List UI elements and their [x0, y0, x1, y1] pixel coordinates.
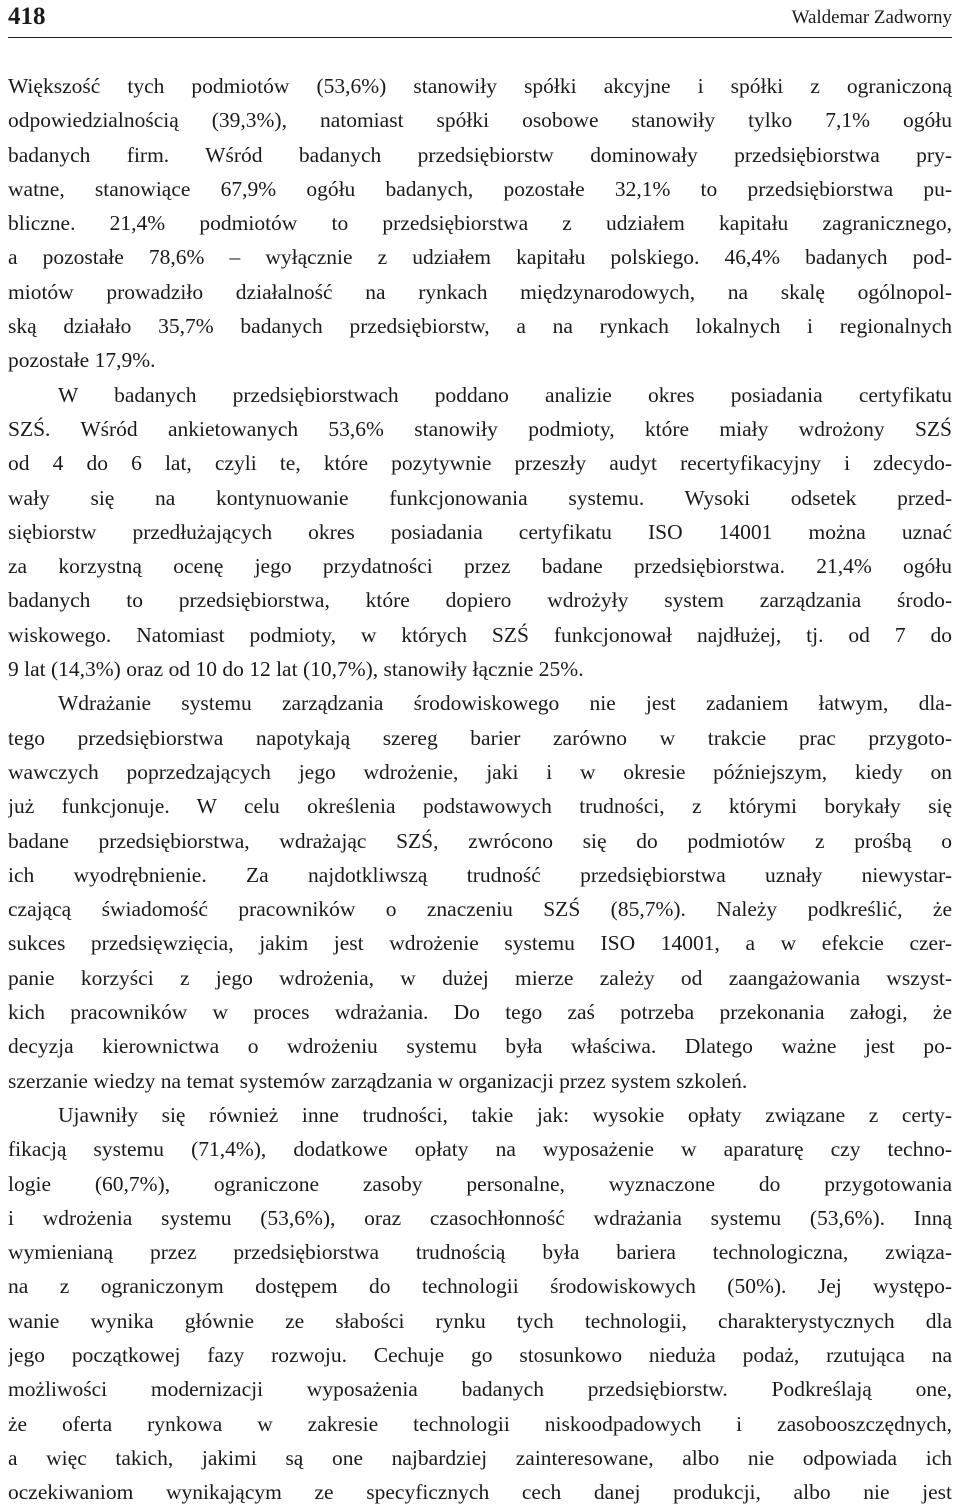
text-line: watne, stanowiące 67,9% ogółu badanych, pozostałe 32,1% to przedsiębiorstwa pu- — [8, 176, 952, 201]
text-line: badane przedsiębiorstwa, wdrażając SZŚ, zwrócono się do podmiotów z prośbą o — [8, 828, 952, 853]
text-line: odpowiedzialnością (39,3%), natomiast spółki osobowe stanowiły tylko 7,1% ogółu — [8, 108, 952, 133]
page-number: 418 — [8, 3, 46, 30]
text-line: a więc takich, jakimi są one najbardziej zainteresowane, albo nie odpowiada ich — [8, 1445, 952, 1470]
text-line: fikacją systemu (71,4%), dodatkowe opłaty na wyposażenie w aparaturę czy techno- — [8, 1137, 952, 1162]
text-line: kich pracowników w proces wdrażania. Do tego zaś potrzeba przekonania załogi, że — [8, 1000, 952, 1025]
text-line: możliwości modernizacji wyposażenia badanych przedsiębiorstw. Podkreślają one, — [8, 1377, 952, 1402]
text-line: badanych to przedsiębiorstwa, które dopiero wdrożyły system zarządzania środo- — [8, 588, 952, 613]
text-line: wawczych poprzedzających jego wdrożenie, jaki i w okresie późniejszym, kiedy on — [8, 759, 952, 784]
text-line: Większość tych podmiotów (53,6%) stanowiły spółki akcyjne i spółki z ograniczoną — [8, 74, 952, 98]
text-line: wiskowego. Natomiast podmioty, w których SZŚ funkcjonował najdłużej, tj. od 7 do — [8, 622, 952, 647]
text-line: panie korzyści z jego wdrożenia, w dużej mierze zależy od zaangażowania wszyst- — [8, 965, 952, 990]
text-line: na z ograniczonym dostępem do technologii środowiskowych (50%). Jej występo- — [8, 1274, 952, 1299]
text-line: ich wyodrębnienie. Za najdotkliwszą trudność przedsiębiorstwa uznały niewystar- — [8, 862, 952, 887]
text-line: wanie wynika głównie ze słabości rynku tych technologii, charakterystycznych dla — [8, 1308, 952, 1333]
text-line: W badanych przedsiębiorstwach poddano analizie okres posiadania certyfikatu — [58, 382, 952, 407]
text-line: i wdrożenia systemu (53,6%), oraz czasochłonność wdrażania systemu (53,6%). Inną — [8, 1205, 952, 1230]
text-line: miotów prowadziło działalność na rynkach międzynarodowych, na skalę ogólnopol- — [8, 279, 952, 304]
text-line: od 4 do 6 lat, czyli te, które pozytywnie przeszły audyt recertyfikacyjny i zdecydo- — [8, 451, 952, 476]
running-head-author: Waldemar Zadworny — [791, 7, 952, 28]
text-line: szerzanie wiedzy na temat systemów zarządzania w organizacji przez system szkoleń. — [8, 1068, 748, 1093]
text-line: czającą świadomość pracowników o znaczeniu SZŚ (85,7%). Należy podkreślić, że — [8, 897, 952, 922]
text-line: oczekiwaniom wynikającym ze specyficznych cech danej produkcji, albo nie jest — [8, 1480, 952, 1505]
text-line: tego przedsiębiorstwa napotykają szereg barier zarówno w trakcie prac przygoto- — [8, 725, 952, 750]
text-line: siębiorstw przedłużających okres posiadania certyfikatu ISO 14001 można uznać — [8, 519, 952, 544]
text-line: bliczne. 21,4% podmiotów to przedsiębiorstwa z udziałem kapitału zagranicznego, — [8, 211, 952, 236]
text-line: wymienianą przez przedsiębiorstwa trudnością była bariera technologiczna, związa- — [8, 1240, 952, 1265]
text-line: pozostałe 17,9%. — [8, 348, 156, 373]
text-line: za korzystną ocenę jego przydatności przez badane przedsiębiorstwa. 21,4% ogółu — [8, 554, 952, 579]
text-line: SZŚ. Wśród ankietowanych 53,6% stanowiły podmioty, które miały wdrożony SZŚ — [8, 416, 952, 441]
text-line: 9 lat (14,3%) oraz od 10 do 12 lat (10,7%), stanowiły łącznie 25%. — [8, 657, 584, 682]
text-line: badanych firm. Wśród badanych przedsiębiorstw dominowały przedsiębiorstwa pry- — [8, 142, 952, 167]
body-text — [8, 69, 952, 1509]
text-line: Ujawniły się również inne trudności, takie jak: wysokie opłaty związane z certy- — [58, 1102, 952, 1127]
text-line: logie (60,7%), ograniczone zasoby personalne, wyznaczone do przygotowania — [8, 1171, 952, 1196]
text-line: że oferta rynkowa w zakresie technologii niskoodpadowych i zasobooszczędnych, — [8, 1411, 952, 1436]
text-line: sukces przedsięwzięcia, jakim jest wdrożenie systemu ISO 14001, a w efekcie czer- — [8, 931, 952, 956]
text-line: ską działało 35,7% badanych przedsiębiorstw, a na rynkach lokalnych i regionalnych — [8, 314, 952, 339]
page-header — [8, 0, 952, 38]
text-line: a pozostałe 78,6% – wyłącznie z udziałem kapitału polskiego. 46,4% badanych pod- — [8, 245, 952, 270]
text-line: już funkcjonuje. W celu określenia podstawowych trudności, z którymi borykały się — [8, 794, 952, 819]
text-line: decyzja kierownictwa o wdrożeniu systemu była właściwa. Dlatego ważne jest po- — [8, 1034, 952, 1059]
text-line: jego początkowej fazy rozwoju. Cechuje go stosunkowo nieduża podaż, rzutująca na — [8, 1342, 952, 1367]
text-line: Wdrażanie systemu zarządzania środowiskowego nie jest zadaniem łatwym, dla- — [58, 691, 952, 716]
text-line: wały się na kontynuowanie funkcjonowania systemu. Wysoki odsetek przed- — [8, 485, 952, 510]
